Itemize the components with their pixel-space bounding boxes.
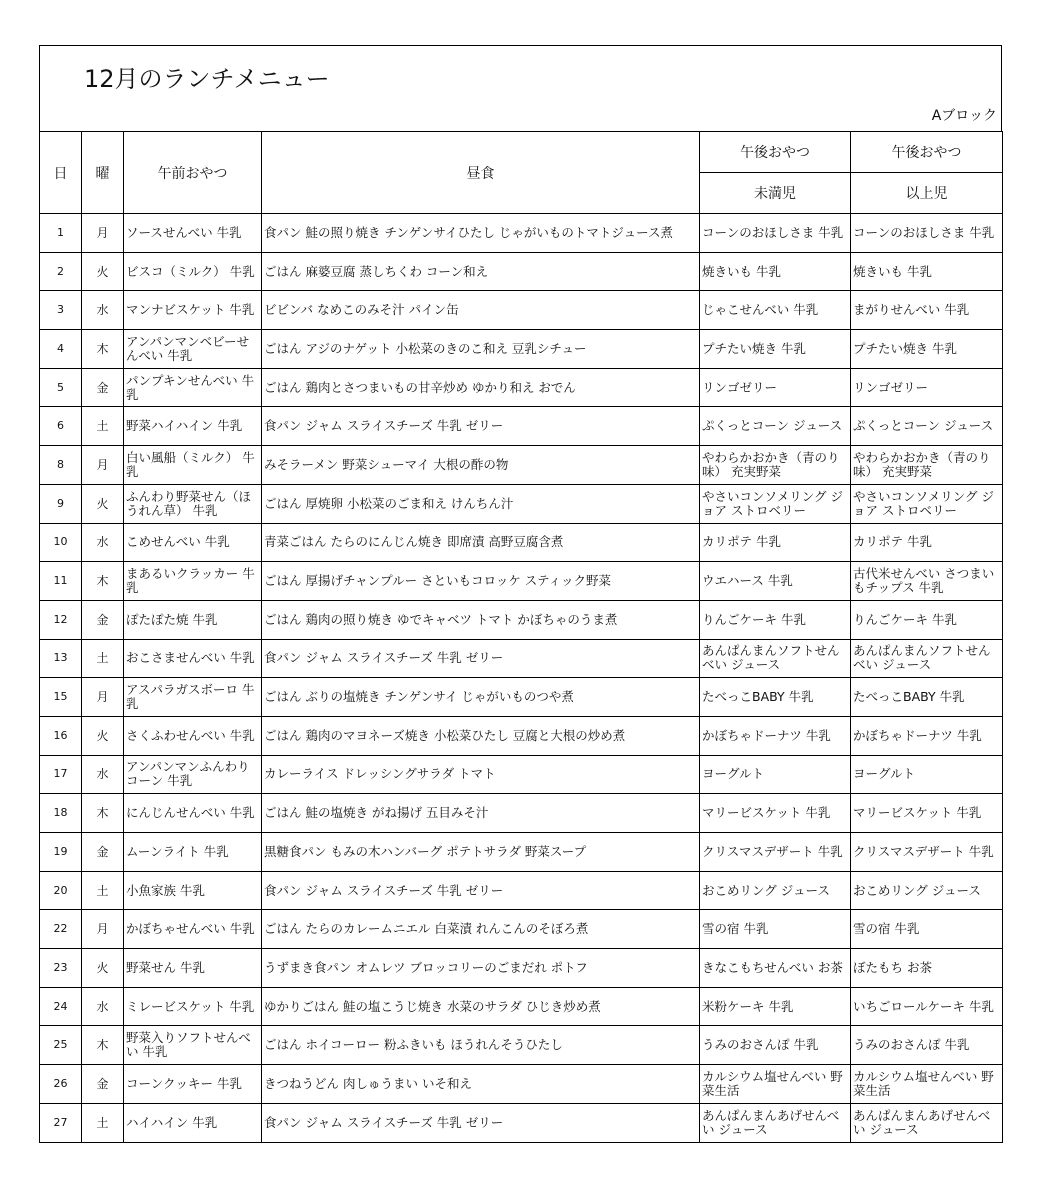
afternoon-snack-under-cell: ウエハース 牛乳 bbox=[700, 562, 851, 601]
lunch-cell: カレーライス ドレッシングサラダ トマト bbox=[262, 755, 700, 794]
afternoon-snack-under-cell: プチたい焼き 牛乳 bbox=[700, 330, 851, 369]
afternoon-snack-under-cell: 米粉ケーキ 牛乳 bbox=[700, 987, 851, 1026]
afternoon-snack-under-cell: りんごケーキ 牛乳 bbox=[700, 600, 851, 639]
morning-snack-cell: にんじんせんべい 牛乳 bbox=[124, 794, 262, 833]
lunch-cell: ごはん 厚焼卵 小松菜のごま和え けんちん汁 bbox=[262, 484, 700, 523]
lunch-cell: ごはん 厚揚げチャンプルー さといもコロッケ スティック野菜 bbox=[262, 562, 700, 601]
afternoon-snack-under-cell: きなこもちせんべい お茶 bbox=[700, 949, 851, 988]
day-cell: 18 bbox=[40, 794, 82, 833]
lunch-cell: ごはん 鮭の塩焼き がね揚げ 五目みそ汁 bbox=[262, 794, 700, 833]
afternoon-snack-over-cell: うみのおさんぽ 牛乳 bbox=[851, 1026, 1003, 1065]
afternoon-snack-under-cell: やさいコンソメリング ジョア ストロベリー bbox=[700, 484, 851, 523]
table-row bbox=[40, 600, 1003, 639]
lunch-cell: ごはん 麻婆豆腐 蒸しちくわ コーン和え bbox=[262, 252, 700, 291]
header-over-age: 以上児 bbox=[851, 173, 1003, 214]
afternoon-snack-over-cell: たべっこBABY 牛乳 bbox=[851, 678, 1003, 717]
afternoon-snack-over-cell: あんぱんまんあげせんべい ジュース bbox=[851, 1103, 1003, 1142]
table-row bbox=[40, 523, 1003, 562]
table-row bbox=[40, 871, 1003, 910]
afternoon-snack-under-cell: 雪の宿 牛乳 bbox=[700, 910, 851, 949]
lunch-cell: ゆかりごはん 鮭の塩こうじ焼き 水菜のサラダ ひじき炒め煮 bbox=[262, 987, 700, 1026]
weekday-cell: 金 bbox=[82, 600, 124, 639]
day-cell: 3 bbox=[40, 291, 82, 330]
weekday-cell: 月 bbox=[82, 678, 124, 717]
afternoon-snack-over-cell: やわらかおかき（青のり味） 充実野菜 bbox=[851, 446, 1003, 485]
afternoon-snack-over-cell: クリスマスデザート 牛乳 bbox=[851, 833, 1003, 872]
afternoon-snack-under-cell: リンゴゼリー bbox=[700, 368, 851, 407]
afternoon-snack-under-cell: あんぱんまんソフトせんべい ジュース bbox=[700, 639, 851, 678]
morning-snack-cell: パンプキンせんべい 牛乳 bbox=[124, 368, 262, 407]
table-row bbox=[40, 639, 1003, 678]
afternoon-snack-over-cell: ヨーグルト bbox=[851, 755, 1003, 794]
table-row bbox=[40, 833, 1003, 872]
table-row bbox=[40, 910, 1003, 949]
day-cell: 9 bbox=[40, 484, 82, 523]
table-row bbox=[40, 214, 1003, 253]
afternoon-snack-over-cell: ぷくっとコーン ジュース bbox=[851, 407, 1003, 446]
title-box bbox=[39, 45, 1002, 131]
day-cell: 6 bbox=[40, 407, 82, 446]
table-row bbox=[40, 987, 1003, 1026]
afternoon-snack-over-cell: リンゴゼリー bbox=[851, 368, 1003, 407]
afternoon-snack-under-cell: マリービスケット 牛乳 bbox=[700, 794, 851, 833]
header-day: 日 bbox=[40, 132, 82, 214]
day-cell: 16 bbox=[40, 716, 82, 755]
afternoon-snack-over-cell: いちごロールケーキ 牛乳 bbox=[851, 987, 1003, 1026]
weekday-cell: 月 bbox=[82, 910, 124, 949]
day-cell: 13 bbox=[40, 639, 82, 678]
day-cell: 5 bbox=[40, 368, 82, 407]
lunch-cell: ごはん ぶりの塩焼き チンゲンサイ じゃがいものつや煮 bbox=[262, 678, 700, 717]
table-row bbox=[40, 1065, 1003, 1104]
morning-snack-cell: 小魚家族 牛乳 bbox=[124, 871, 262, 910]
weekday-cell: 火 bbox=[82, 949, 124, 988]
morning-snack-cell: さくふわせんべい 牛乳 bbox=[124, 716, 262, 755]
afternoon-snack-over-cell: マリービスケット 牛乳 bbox=[851, 794, 1003, 833]
morning-snack-cell: コーンクッキー 牛乳 bbox=[124, 1065, 262, 1104]
afternoon-snack-under-cell: たべっこBABY 牛乳 bbox=[700, 678, 851, 717]
day-cell: 17 bbox=[40, 755, 82, 794]
lunch-cell: 食パン 鮭の照り焼き チンゲンサイひたし じゃがいものトマトジュース煮 bbox=[262, 214, 700, 253]
weekday-cell: 火 bbox=[82, 484, 124, 523]
day-cell: 15 bbox=[40, 678, 82, 717]
morning-snack-cell: かぼちゃせんべい 牛乳 bbox=[124, 910, 262, 949]
table-row bbox=[40, 252, 1003, 291]
weekday-cell: 金 bbox=[82, 833, 124, 872]
weekday-cell: 木 bbox=[82, 330, 124, 369]
weekday-cell: 木 bbox=[82, 794, 124, 833]
afternoon-snack-under-cell: コーンのおほしさま 牛乳 bbox=[700, 214, 851, 253]
day-cell: 11 bbox=[40, 562, 82, 601]
morning-snack-cell: アンパンマンベビーせんべい 牛乳 bbox=[124, 330, 262, 369]
afternoon-snack-over-cell: ぼたもち お茶 bbox=[851, 949, 1003, 988]
table-row bbox=[40, 562, 1003, 601]
weekday-cell: 土 bbox=[82, 1103, 124, 1142]
afternoon-snack-over-cell: コーンのおほしさま 牛乳 bbox=[851, 214, 1003, 253]
lunch-cell: うずまき食パン オムレツ ブロッコリーのごまだれ ポトフ bbox=[262, 949, 700, 988]
afternoon-snack-under-cell: かぼちゃドーナツ 牛乳 bbox=[700, 716, 851, 755]
afternoon-snack-under-cell: クリスマスデザート 牛乳 bbox=[700, 833, 851, 872]
day-cell: 23 bbox=[40, 949, 82, 988]
lunch-cell: きつねうどん 肉しゅうまい いそ和え bbox=[262, 1065, 700, 1104]
weekday-cell: 土 bbox=[82, 407, 124, 446]
table-row bbox=[40, 794, 1003, 833]
table-row bbox=[40, 716, 1003, 755]
morning-snack-cell: ふんわり野菜せん（ほうれん草） 牛乳 bbox=[124, 484, 262, 523]
lunch-cell: 黒糖食パン もみの木ハンバーグ ポテトサラダ 野菜スープ bbox=[262, 833, 700, 872]
day-cell: 4 bbox=[40, 330, 82, 369]
morning-snack-cell: マンナビスケット 牛乳 bbox=[124, 291, 262, 330]
weekday-cell: 水 bbox=[82, 987, 124, 1026]
weekday-cell: 木 bbox=[82, 562, 124, 601]
day-cell: 22 bbox=[40, 910, 82, 949]
morning-snack-cell: おこさませんべい 牛乳 bbox=[124, 639, 262, 678]
lunch-cell: 食パン ジャム スライスチーズ 牛乳 ゼリー bbox=[262, 871, 700, 910]
morning-snack-cell: ソースせんべい 牛乳 bbox=[124, 214, 262, 253]
morning-snack-cell: 野菜せん 牛乳 bbox=[124, 949, 262, 988]
day-cell: 27 bbox=[40, 1103, 82, 1142]
weekday-cell: 水 bbox=[82, 291, 124, 330]
morning-snack-cell: ムーンライト 牛乳 bbox=[124, 833, 262, 872]
day-cell: 19 bbox=[40, 833, 82, 872]
day-cell: 25 bbox=[40, 1026, 82, 1065]
day-cell: 1 bbox=[40, 214, 82, 253]
morning-snack-cell: アンパンマンふんわりコーン 牛乳 bbox=[124, 755, 262, 794]
lunch-cell: 青菜ごはん たらのにんじん焼き 即席漬 高野豆腐含煮 bbox=[262, 523, 700, 562]
afternoon-snack-under-cell: カルシウム塩せんべい 野菜生活 bbox=[700, 1065, 851, 1104]
table-row bbox=[40, 407, 1003, 446]
afternoon-snack-over-cell: まがりせんべい 牛乳 bbox=[851, 291, 1003, 330]
weekday-cell: 火 bbox=[82, 252, 124, 291]
page-title: 12月のランチメニュー bbox=[84, 65, 330, 93]
lunch-cell: 食パン ジャム スライスチーズ 牛乳 ゼリー bbox=[262, 1103, 700, 1142]
day-cell: 26 bbox=[40, 1065, 82, 1104]
table-row bbox=[40, 291, 1003, 330]
weekday-cell: 水 bbox=[82, 523, 124, 562]
table-row bbox=[40, 484, 1003, 523]
afternoon-snack-under-cell: ぷくっとコーン ジュース bbox=[700, 407, 851, 446]
menu-table bbox=[39, 131, 1003, 1143]
weekday-cell: 土 bbox=[82, 871, 124, 910]
afternoon-snack-over-cell: かぼちゃドーナツ 牛乳 bbox=[851, 716, 1003, 755]
morning-snack-cell: こめせんべい 牛乳 bbox=[124, 523, 262, 562]
day-cell: 2 bbox=[40, 252, 82, 291]
table-row bbox=[40, 368, 1003, 407]
header-dow: 曜 bbox=[82, 132, 124, 214]
day-cell: 12 bbox=[40, 600, 82, 639]
day-cell: 20 bbox=[40, 871, 82, 910]
lunch-cell: ごはん 鶏肉のマヨネーズ焼き 小松菜ひたし 豆腐と大根の炒め煮 bbox=[262, 716, 700, 755]
afternoon-snack-over-cell: 古代米せんべい さつまいもチップス 牛乳 bbox=[851, 562, 1003, 601]
afternoon-snack-under-cell: やわらかおかき（青のり味） 充実野菜 bbox=[700, 446, 851, 485]
lunch-cell: ごはん 鶏肉の照り焼き ゆでキャベツ トマト かぼちゃのうま煮 bbox=[262, 600, 700, 639]
afternoon-snack-under-cell: カリポテ 牛乳 bbox=[700, 523, 851, 562]
day-cell: 8 bbox=[40, 446, 82, 485]
afternoon-snack-under-cell: ヨーグルト bbox=[700, 755, 851, 794]
lunch-cell: ごはん 鶏肉とさつまいもの甘辛炒め ゆかり和え おでん bbox=[262, 368, 700, 407]
header-under-age: 未満児 bbox=[700, 173, 851, 214]
morning-snack-cell: ミレービスケット 牛乳 bbox=[124, 987, 262, 1026]
afternoon-snack-under-cell: じゃこせんべい 牛乳 bbox=[700, 291, 851, 330]
morning-snack-cell: ビスコ（ミルク） 牛乳 bbox=[124, 252, 262, 291]
afternoon-snack-over-cell: カリポテ 牛乳 bbox=[851, 523, 1003, 562]
day-cell: 10 bbox=[40, 523, 82, 562]
menu-body bbox=[40, 214, 1003, 1143]
weekday-cell: 月 bbox=[82, 446, 124, 485]
day-cell: 24 bbox=[40, 987, 82, 1026]
table-row bbox=[40, 755, 1003, 794]
weekday-cell: 金 bbox=[82, 1065, 124, 1104]
header-afternoon-snack-b: 午後おやつ bbox=[851, 132, 1003, 173]
morning-snack-cell: 野菜入りソフトせんべい 牛乳 bbox=[124, 1026, 262, 1065]
afternoon-snack-over-cell: カルシウム塩せんべい 野菜生活 bbox=[851, 1065, 1003, 1104]
lunch-cell: ごはん たらのカレームニエル 白菜漬 れんこんのそぼろ煮 bbox=[262, 910, 700, 949]
lunch-cell: 食パン ジャム スライスチーズ 牛乳 ゼリー bbox=[262, 639, 700, 678]
afternoon-snack-under-cell: 焼きいも 牛乳 bbox=[700, 252, 851, 291]
afternoon-snack-over-cell: プチたい焼き 牛乳 bbox=[851, 330, 1003, 369]
table-row bbox=[40, 949, 1003, 988]
weekday-cell: 土 bbox=[82, 639, 124, 678]
header-lunch: 昼食 bbox=[262, 132, 700, 214]
afternoon-snack-over-cell: 焼きいも 牛乳 bbox=[851, 252, 1003, 291]
table-row bbox=[40, 446, 1003, 485]
afternoon-snack-under-cell: あんぱんまんあげせんべい ジュース bbox=[700, 1103, 851, 1142]
lunch-cell: ごはん アジのナゲット 小松菜のきのこ和え 豆乳シチュー bbox=[262, 330, 700, 369]
morning-snack-cell: 白い風船（ミルク） 牛乳 bbox=[124, 446, 262, 485]
afternoon-snack-over-cell: あんぱんまんソフトせんべい ジュース bbox=[851, 639, 1003, 678]
table-row bbox=[40, 330, 1003, 369]
morning-snack-cell: 野菜ハイハイン 牛乳 bbox=[124, 407, 262, 446]
lunch-cell: みそラーメン 野菜シューマイ 大根の酢の物 bbox=[262, 446, 700, 485]
weekday-cell: 木 bbox=[82, 1026, 124, 1065]
morning-snack-cell: アスパラガスボーロ 牛乳 bbox=[124, 678, 262, 717]
table-row bbox=[40, 1103, 1003, 1142]
lunch-cell: 食パン ジャム スライスチーズ 牛乳 ゼリー bbox=[262, 407, 700, 446]
table-row bbox=[40, 678, 1003, 717]
weekday-cell: 金 bbox=[82, 368, 124, 407]
afternoon-snack-under-cell: うみのおさんぽ 牛乳 bbox=[700, 1026, 851, 1065]
afternoon-snack-over-cell: 雪の宿 牛乳 bbox=[851, 910, 1003, 949]
afternoon-snack-under-cell: おこめリング ジュース bbox=[700, 871, 851, 910]
weekday-cell: 火 bbox=[82, 716, 124, 755]
afternoon-snack-over-cell: りんごケーキ 牛乳 bbox=[851, 600, 1003, 639]
morning-snack-cell: まあるいクラッカー 牛乳 bbox=[124, 562, 262, 601]
header-afternoon-snack-a: 午後おやつ bbox=[700, 132, 851, 173]
block-label: Aブロック bbox=[931, 108, 997, 124]
afternoon-snack-over-cell: おこめリング ジュース bbox=[851, 871, 1003, 910]
weekday-cell: 水 bbox=[82, 755, 124, 794]
menu-sheet bbox=[39, 45, 1002, 1143]
lunch-cell: ごはん ホイコーロー 粉ふきいも ほうれんそうひたし bbox=[262, 1026, 700, 1065]
morning-snack-cell: ハイハイン 牛乳 bbox=[124, 1103, 262, 1142]
lunch-cell: ビビンバ なめこのみそ汁 パイン缶 bbox=[262, 291, 700, 330]
header-morning-snack: 午前おやつ bbox=[124, 132, 262, 214]
afternoon-snack-over-cell: やさいコンソメリング ジョア ストロベリー bbox=[851, 484, 1003, 523]
weekday-cell: 月 bbox=[82, 214, 124, 253]
table-row bbox=[40, 1026, 1003, 1065]
morning-snack-cell: ぽたぽた焼 牛乳 bbox=[124, 600, 262, 639]
